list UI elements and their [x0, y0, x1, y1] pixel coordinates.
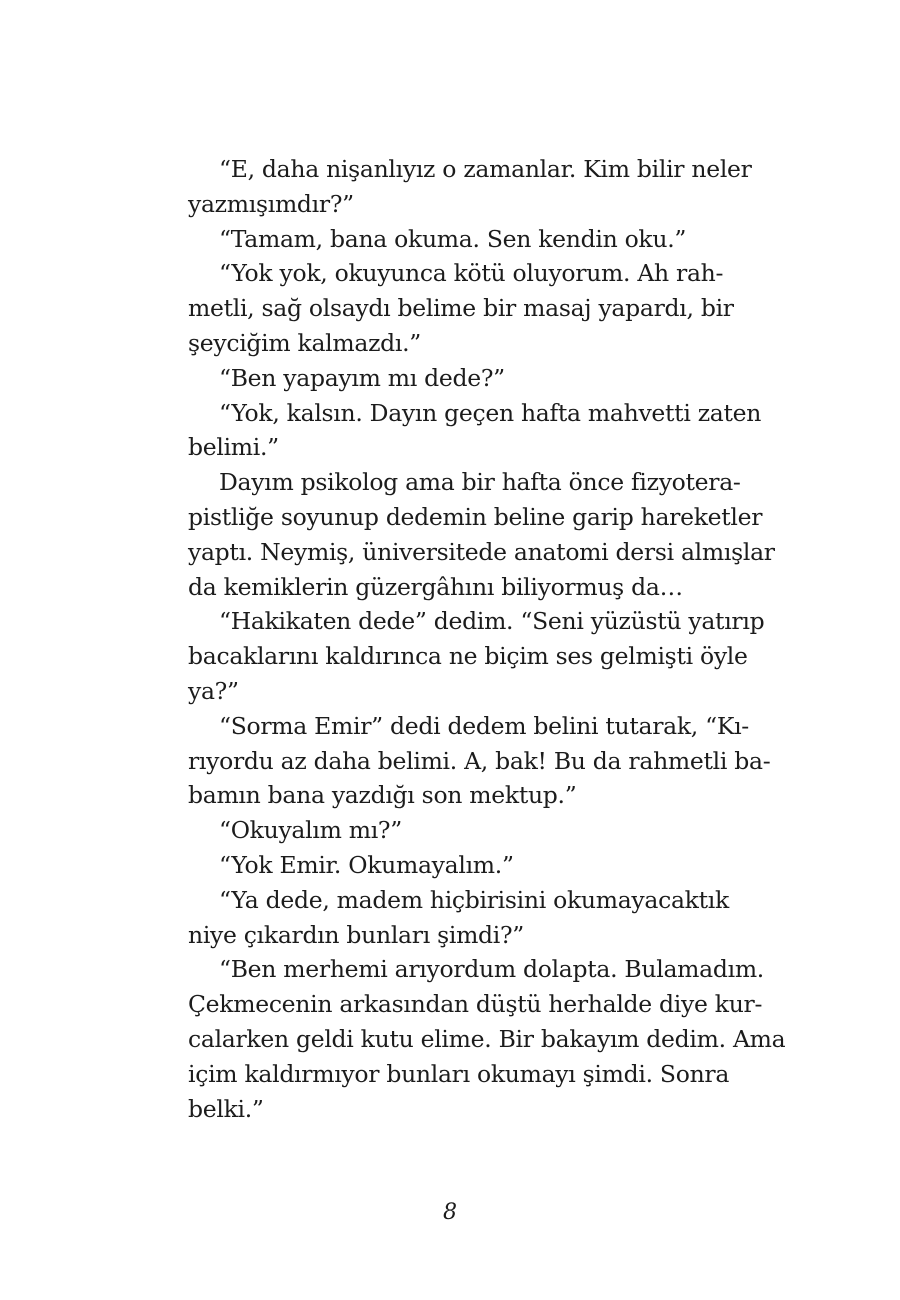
text-line: “Yok Emir. Okumayalım.” [219, 850, 514, 879]
text-line: calarken geldi kutu elime. Bir bakayım dedim. Ama [188, 1024, 786, 1053]
text-line: “Yok, kalsın. Dayın geçen hafta mahvetti zaten [219, 398, 762, 427]
text-line: “Sorma Emir” dedi dedem belini tutarak, “Kı- [219, 711, 749, 740]
text-line: yaptı. Neymiş, üniversitede anatomi dersi almışlar [188, 537, 775, 566]
text-line: Dayım psikolog ama bir hafta önce fizyotera- [219, 468, 741, 497]
text-line: bamın bana yazdığı son mektup.” [188, 781, 577, 810]
text-line: ya?” [188, 676, 239, 705]
text-line: şeyciğim kalmazdı.” [188, 328, 422, 357]
page-number: 8 [443, 1200, 457, 1225]
text-line: “Tamam, bana okuma. Sen kendin oku.” [219, 224, 687, 253]
text-line: “Okuyalım mı?” [219, 816, 402, 845]
text-line: “Ben yapayım mı dede?” [219, 363, 505, 392]
text-line: metli, sağ olsaydı belime bir masaj yapardı, bir [188, 294, 734, 323]
text-line: “Ya dede, madem hiçbirisini okumayacaktık [219, 885, 729, 914]
text-line: “Hakikaten dede” dedim. “Seni yüzüstü yatırıp [219, 607, 765, 636]
text-line: Çekmecenin arkasından düştü herhalde diye kur- [188, 990, 763, 1019]
text-line: “E, daha nişanlıyız o zamanlar. Kim bilir neler [219, 155, 752, 183]
text-line: belimi.” [188, 433, 279, 462]
body-text [188, 152, 786, 1126]
text-line: “Yok yok, okuyunca kötü oluyorum. Ah rah- [219, 259, 724, 288]
text-line: pistliğe soyunup dedemin beline garip hareketler [188, 502, 763, 531]
text-line: yazmışımdır?” [188, 189, 354, 218]
text-line: içim kaldırmıyor bunları okumayı şimdi. Sonra [188, 1059, 730, 1088]
text-line: rıyordu az daha belimi. A, bak! Bu da rahmetli ba- [188, 746, 771, 775]
text-line: bacaklarını kaldırınca ne biçim ses gelmişti öyle [188, 642, 748, 671]
text-line: niye çıkardın bunları şimdi?” [188, 920, 525, 949]
text-line: “Ben merhemi arıyordum dolapta. Bulamadım. [219, 955, 764, 984]
text-line: da kemiklerin güzergâhını biliyormuş da… [188, 572, 683, 601]
text-line: belki.” [188, 1094, 264, 1123]
